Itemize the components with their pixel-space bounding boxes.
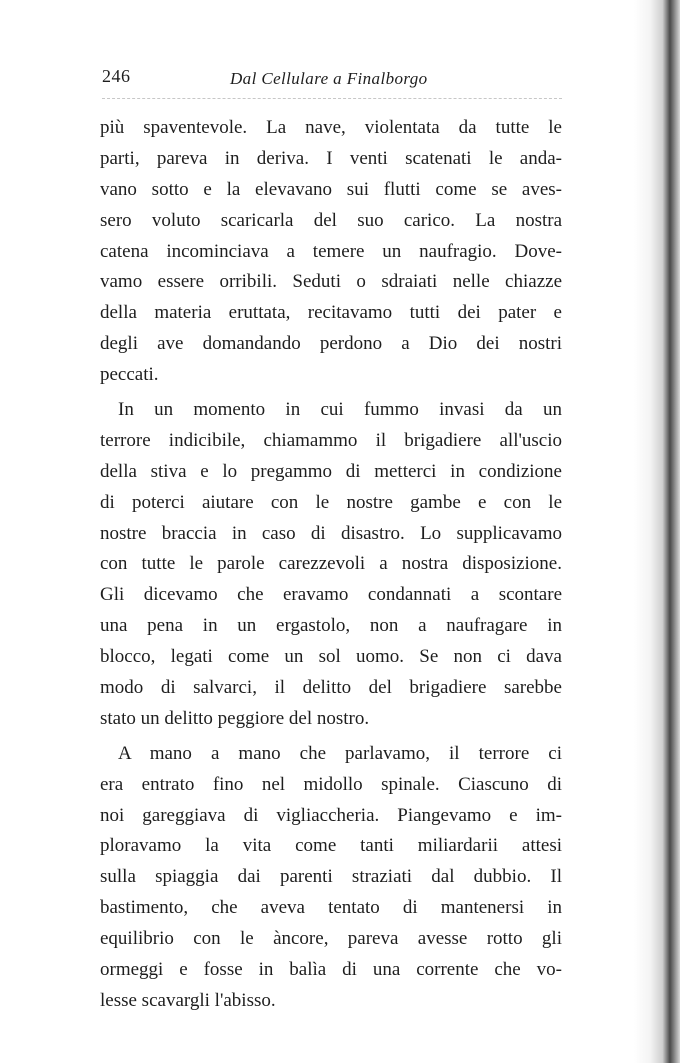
text-line: di poterci aiutare con le nostre gambe e con le [100,491,562,513]
running-title: Dal Cellulare a Finalborgo [230,69,428,88]
text-line: sero voluto scaricarla del suo carico. La nostra [100,209,562,231]
text-line: vamo essere orribili. Seduti o sdraiati nelle chiazze [100,271,562,293]
text-line: terrore indicibile, chiamammo il brigadiere all'uscio [100,429,562,451]
text-line: stato un delitto peggiore del nostro. [100,707,370,729]
text-line: ormeggi e fosse in balìa di una corrente che vo- [100,959,562,981]
paragraph [100,739,562,1017]
body-text [100,113,562,1017]
text-line: della materia eruttata, recitavamo tutti dei pater e [100,302,562,324]
text-line: catena incominciava a temere un naufragio. Dove- [100,240,562,262]
text-line: blocco, legati come un sol uomo. Se non ci dava [100,646,562,668]
paragraph [100,113,562,391]
text-line: equilibrio con le àncore, pareva avesse rotto gli [100,928,562,950]
text-line: una pena in un ergastolo, non a naufragare in [100,615,562,637]
text-line: degli ave domandando perdono a Dio dei nostri [100,333,562,355]
paragraph [100,395,562,735]
page-binding-edge [634,0,680,1063]
page-number: 246 [102,66,131,86]
text-line: modo di salvarci, il delitto del brigadiere sarebbe [100,677,562,699]
text-line: peccati. [100,364,159,386]
text-line: noi gareggiava di vigliaccheria. Piangevamo e im- [100,804,562,826]
text-line: nostre braccia in caso di disastro. Lo supplicavamo [100,522,562,544]
text-line: Gli dicevamo che eravamo condannati a scontare [100,584,562,606]
text-line: vano sotto e la elevavano sui flutti come se aves- [100,178,562,200]
text-line: della stiva e lo pregammo di metterci in condizione [100,460,562,482]
text-line: lesse scavargli l'abisso. [100,989,276,1011]
text-line: ploravamo la vita come tanti miliardarii attesi [100,835,562,857]
text-line: bastimento, che aveva tentato di mantenersi in [100,897,562,919]
text-line: era entrato fino nel midollo spinale. Ciascuno di [100,773,562,795]
text-line: In un momento in cui fummo invasi da un [118,399,562,421]
text-line: A mano a mano che parlavamo, il terrore ci [118,742,562,764]
text-line: più spaventevole. La nave, violentata da tutte le [100,117,562,138]
text-line: parti, pareva in deriva. I venti scatenati le anda- [100,147,562,169]
text-line: con tutte le parole carezzevoli a nostra disposizione. [100,553,562,575]
header-rule [102,92,562,99]
text-line: sulla spiaggia dai parenti straziati dal dubbio. Il [100,866,562,888]
